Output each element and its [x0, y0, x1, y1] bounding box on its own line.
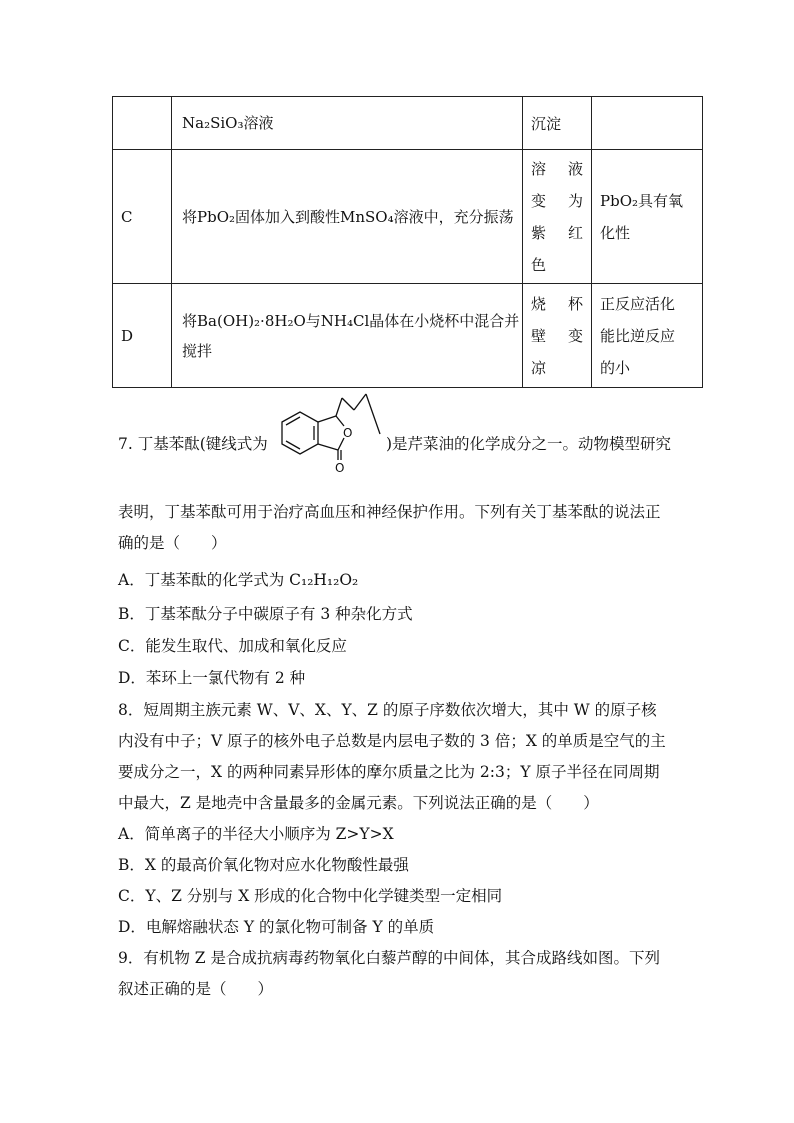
question-8-option-c: C．Y、Z 分别与 X 形成的化合物中化学键类型一定相同: [118, 887, 503, 905]
question-8-option-b: B．X 的最高价氧化物对应水化物酸性最强: [118, 856, 409, 874]
phenomenon-char: 壁: [531, 326, 547, 345]
question-9-line: 叙述正确的是（ ）: [118, 980, 274, 998]
phenomenon-char: 变: [531, 191, 547, 210]
ring-oxygen-label: O: [343, 426, 353, 440]
question-8-line: 中最大，Z 是地壳中含量最多的金属元素。下列说法正确的是（ ）: [118, 794, 599, 812]
operation-cell: Na₂SiO₃溶液: [172, 97, 523, 150]
option-cell: D: [113, 284, 172, 388]
table-row: [113, 284, 703, 388]
conclusion-line: 化性: [600, 223, 631, 242]
phenomenon-char: 变: [567, 326, 583, 345]
conclusion-line: 正反应活化: [600, 294, 676, 313]
question-8-line: 要成分之一，X 的两种同素异形体的摩尔质量之比为 2:3；Y 原子半径在同周期: [118, 763, 660, 781]
phenomenon-char: 色: [531, 255, 547, 274]
phenomenon-cell: [523, 150, 592, 284]
table-row: [113, 97, 703, 150]
butylphthalide-structure-diagram: [272, 392, 388, 484]
option-cell: [113, 97, 172, 150]
conclusion-line: 能比逆反应: [600, 326, 676, 345]
question-8-line: 内没有中子；V 原子的核外电子总数是内层电子数的 3 倍；X 的单质是空气的主: [118, 732, 666, 750]
conclusion-line: PbO₂具有氧: [600, 191, 684, 210]
question-7-option-c: C．能发生取代、加成和氧化反应: [118, 637, 347, 655]
phenomenon-cell: [523, 284, 592, 388]
question-8-option-d: D．电解熔融状态 Y 的氯化物可制备 Y 的单质: [118, 918, 435, 936]
phenomenon-char: 紫: [531, 223, 547, 242]
phenomenon-char: 为: [567, 191, 583, 210]
question-8-line: 8．短周期主族元素 W、V、X、Y、Z 的原子序数依次增大，其中 W 的原子核: [118, 701, 657, 719]
conclusion-cell: [592, 150, 703, 284]
phenomenon-char: 溶: [531, 159, 547, 178]
conclusion-cell: [592, 97, 703, 150]
question-9-line: 9．有机物 Z 是合成抗病毒药物氧化白藜芦醇的中间体，其合成路线如图。下列: [118, 949, 660, 967]
option-cell: C: [113, 150, 172, 284]
question-7-suffix: )是芹菜油的化学成分之一。动物模型研究: [386, 435, 672, 453]
phenomenon-char: 液: [567, 159, 583, 178]
phenomenon-char: 杯: [567, 294, 583, 313]
question-7-line: 表明，丁基苯酞可用于治疗高血压和神经保护作用。下列有关丁基苯酞的说法正: [118, 503, 661, 521]
experiment-table: [112, 96, 703, 388]
operation-cell: 将PbO₂固体加入到酸性MnSO₄溶液中，充分振荡: [172, 150, 523, 284]
question-7-option-b: B．丁基苯酞分子中碳原子有 3 种杂化方式: [118, 605, 413, 623]
conclusion-cell: [592, 284, 703, 388]
phenomenon-char: 红: [567, 223, 583, 242]
operation-line: 将Ba(OH)₂·8H₂O与NH₄Cl晶体在小烧杯中混合并: [182, 311, 520, 330]
operation-line: 搅拌: [182, 341, 213, 360]
carbonyl-oxygen-label: O: [335, 461, 345, 475]
table-row: [113, 150, 703, 284]
phenomenon-char: 烧: [531, 294, 547, 313]
question-7-prefix: 7. 丁基苯酞(键线式为: [118, 435, 268, 453]
question-7-option-a: A．丁基苯酞的化学式为 C₁₂H₁₂O₂: [118, 571, 359, 589]
phenomenon-char: 凉: [531, 358, 547, 377]
conclusion-line: 的小: [600, 358, 631, 377]
question-8-option-a: A．简单离子的半径大小顺序为 Z>Y>X: [118, 825, 394, 843]
phenomenon-cell: 沉淀: [523, 97, 592, 150]
operation-cell: [172, 284, 523, 388]
question-7-line: 确的是（ ）: [118, 534, 227, 552]
question-7-option-d: D．苯环上一氯代物有 2 种: [118, 669, 306, 687]
